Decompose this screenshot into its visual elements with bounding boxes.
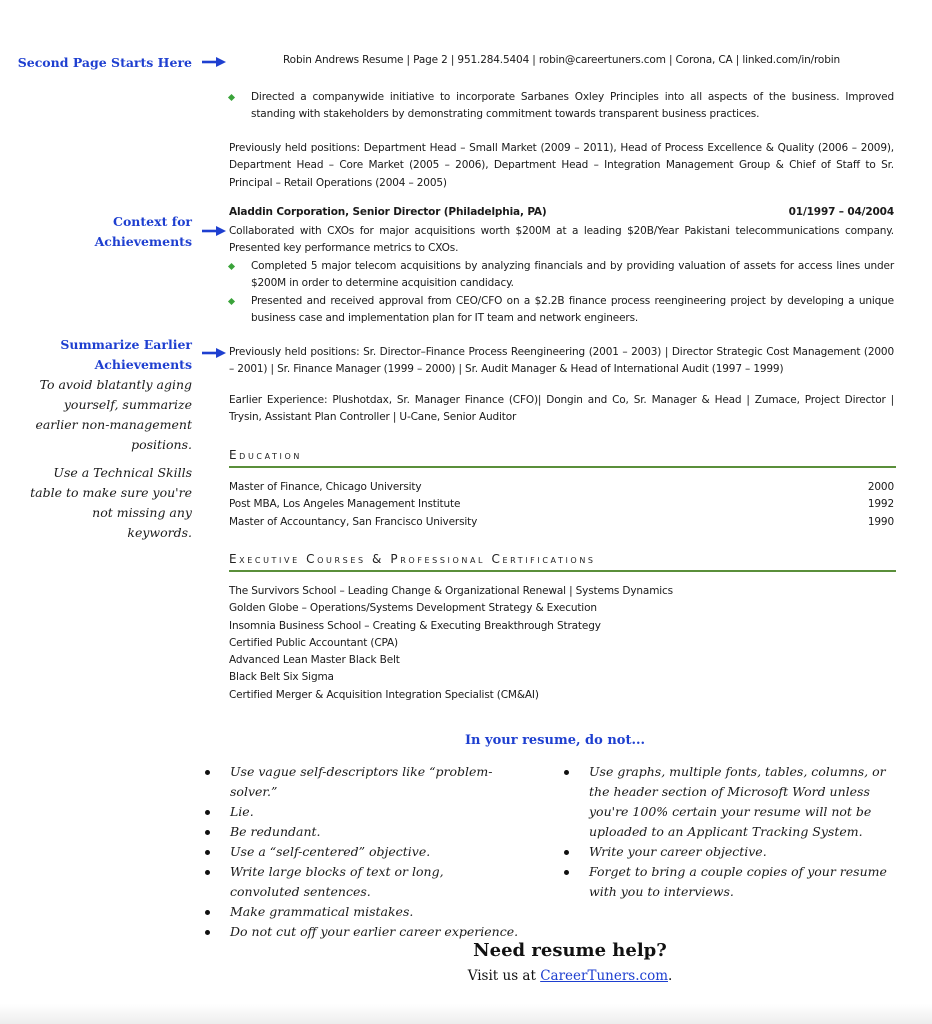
earlier-experience: Earlier Experience: Plushotdax, Sr. Manager Finance (CFO)| Dongin and Co, Sr. Manager & Head | Zumace, Project Director | Trysin, Assistant Plan Controller | U-Cane, Senior Auditor [229,394,894,424]
list-item: Forget to bring a couple copies of your resume with you to interviews. [563,862,899,902]
list-item: Advanced Lean Master Black Belt [229,654,400,667]
list-item [229,479,894,496]
list-item: Use a “self-centered” objective. [204,842,524,862]
footer-visit [0,968,932,984]
job-title: Aladdin Corporation, Senior Director (Philadelphia, PA) [229,206,547,218]
arrow-right-icon [202,347,226,359]
list-item: Be redundant. [204,822,524,842]
degree: Master of Finance, Chicago University [229,481,422,493]
bullet-diamond-icon [228,263,235,270]
footer-suffix: . [668,968,673,984]
annotation-context-line2: Achievements [94,234,192,249]
list-item: Golden Globe – Operations/Systems Development Strategy & Execution [229,602,597,615]
list-item [229,293,894,328]
list-item [229,496,894,513]
job-header [229,206,894,218]
list-item: Black Belt Six Sigma [229,671,334,684]
arrow-right-icon [202,225,226,237]
job-dates: 01/1997 – 04/2004 [788,206,894,218]
list-item: Use vague self-descriptors like “problem-solver.” [204,762,524,802]
list-item [229,258,894,293]
degree: Post MBA, Los Angeles Management Institute [229,498,461,511]
tips-title: In your resume, do not... [464,733,646,748]
list-item: Write large blocks of text or long, convoluted sentences. [204,862,505,902]
list-item: Certified Public Accountant (CPA) [229,636,398,649]
year: 2000 [867,481,894,493]
list-item: Lie. [204,802,524,822]
list-item: Write your career objective. [563,842,903,862]
careertuners-link[interactable]: CareerTuners.com [540,968,668,984]
year: 1990 [867,515,894,528]
annotation-second-page: Second Page Starts Here [17,55,192,70]
bullet-text: Completed 5 major telecom acquisitions by analyzing financials and by providing valuation of assets for access lines under $200M in order to determine acquisition candidacy. [251,260,894,290]
job-summary: Collaborated with CXOs for major acquisitions worth $200M at a leading $20B/Year Pakistani telecommunications company. Presented key performance metrics to CXOs. [229,225,894,255]
footer-visit-prefix: Visit us at [467,968,541,984]
annotation-note-skills: Use a Technical Skills table to make sure you're not missing any keywords. [30,465,192,540]
tips-right-column [563,762,903,902]
year: 1992 [867,498,894,511]
list-item [229,514,894,531]
arrow-right-icon [202,56,226,68]
job-previously-held: Previously held positions: Sr. Director–Finance Process Reengineering (2001 – 2003) | Director Strategic Cost Management (2000 – 2001) | Sr. Finance Manager (1999 – 2000) | Sr. Audit Manager & Head of International Audit (1997 – 1999) [229,346,894,376]
footer-title: Need resume help? [473,940,667,961]
job-bullets [229,258,894,327]
bullet-diamond-icon [228,298,235,305]
education-list [229,479,894,531]
annotation-summarize-line2: Achievements [94,357,192,372]
list-item: Certified Merger & Acquisition Integration Specialist (CM&AI) [229,688,539,701]
annotation-context-line1: Context for [113,214,192,229]
bullet-diamond-icon [228,94,235,101]
courses-list [229,583,894,704]
annotation-summarize-line1: Summarize Earlier [60,337,192,352]
section-heading-education: Education [229,448,896,468]
tips-left-column [204,762,524,942]
page-bottom-shadow [0,1004,932,1024]
bullet-text: Directed a companywide initiative to incorporate Sarbanes Oxley Principles into all aspects of the business. Improved standing with stakeholders by demonstrating commitment towards transparent business practices. [251,91,894,121]
list-item: Insomnia Business School – Creating & Executing Breakthrough Strategy [229,619,601,632]
prior-role-previously-held: Previously held positions: Department Head – Small Market (2009 – 2011), Head of Process Excellence & Quality (2006 – 2009), Department Head – Core Market (2005 – 2006), Department Head – Integration Management Group & Chief of Staff to Sr. Principal – Retail Operations (2004 – 2005) [229,142,894,189]
list-item: The Survivors School – Leading Change & Organizational Renewal | Systems Dynamics [229,585,674,597]
bullet-text: Presented and received approval from CEO/CFO on a $2.2B finance process reengineering project by developing a unique business case and implementation plan for IT team and network engineers. [251,294,894,324]
degree: Master of Accountancy, San Francisco University [229,515,478,528]
resume-page-header: Robin Andrews Resume | Page 2 | 951.284.5404 | robin@careertuners.com | Corona, CA | linked.com/in/robin [283,54,840,66]
annotation-note-aging: To avoid blatantly aging yourself, summarize earlier non-management positions. [35,377,192,452]
section-heading-courses: Executive Courses & Professional Certifications [229,552,896,572]
list-item: Make grammatical mistakes. [204,902,524,922]
list-item: Do not cut off your earlier career experience. [204,922,524,942]
prior-role-bullet [229,89,894,124]
list-item: Use graphs, multiple fonts, tables, columns, or the header section of Microsoft Word unless you're 100% certain your resume will not be uploaded to an Applicant Tracking System. [563,762,894,842]
